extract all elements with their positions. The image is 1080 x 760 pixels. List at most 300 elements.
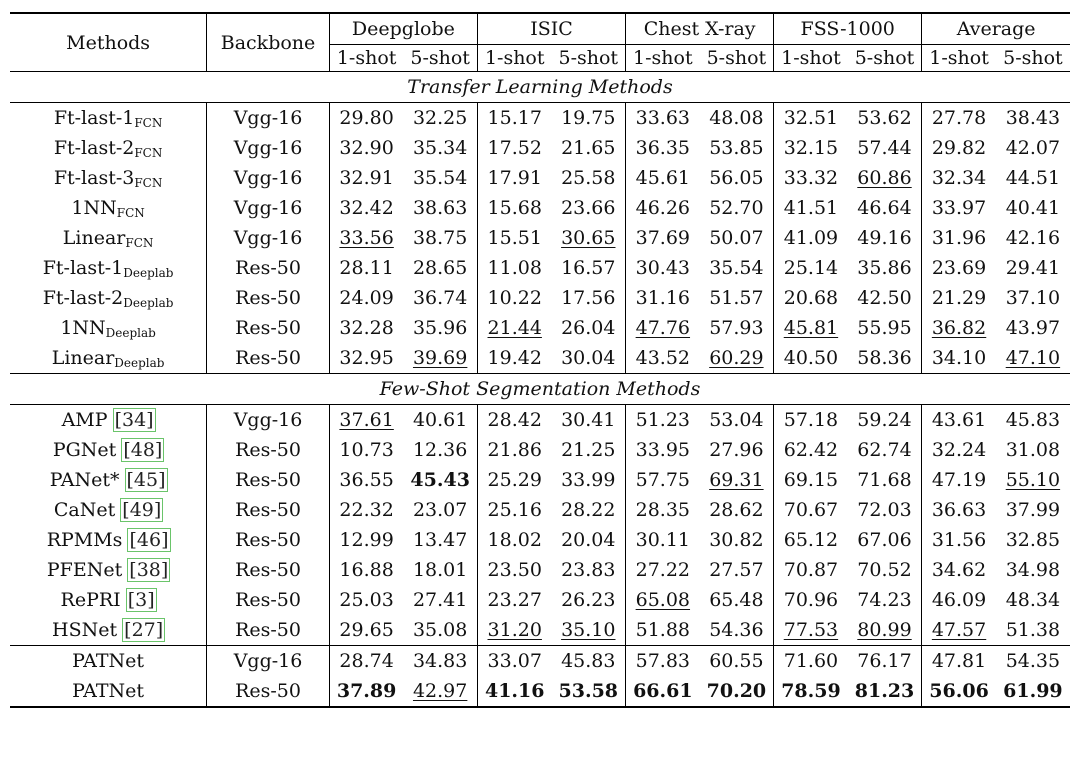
method-subscript: Deeplab	[105, 325, 156, 340]
value-text: 57.18	[783, 409, 839, 431]
value-cell	[329, 646, 403, 677]
header-methods: Methods	[10, 13, 207, 72]
value-text: 35.34	[412, 137, 468, 159]
value-text: 26.04	[561, 317, 616, 339]
value-cell	[329, 103, 403, 134]
value-cell	[774, 223, 848, 253]
value-text: 65.08	[635, 589, 691, 611]
value-text: 47.10	[1005, 347, 1061, 369]
value-text: 15.51	[487, 227, 542, 249]
backbone-cell: Res-50	[207, 615, 330, 646]
value-cell	[552, 555, 626, 585]
value-text: 23.66	[561, 197, 616, 219]
value-text: 28.42	[487, 409, 542, 431]
backbone-cell: Res-50	[207, 465, 330, 495]
table-row	[10, 103, 1070, 134]
value-text: 25.58	[561, 167, 616, 189]
value-text: 33.95	[635, 439, 691, 461]
value-cell	[626, 615, 700, 646]
value-cell	[700, 585, 774, 615]
citation-link[interactable]: [48]	[123, 439, 163, 461]
method-name: Ft-last-1	[42, 256, 124, 279]
value-text: 50.07	[709, 227, 764, 249]
value-text: 23.69	[931, 257, 987, 279]
value-cell	[477, 163, 551, 193]
value-cell	[552, 495, 626, 525]
backbone-cell: Vgg-16	[207, 133, 330, 163]
value-cell	[922, 193, 996, 223]
value-text: 29.80	[339, 107, 394, 129]
value-text: 38.43	[1005, 107, 1061, 129]
value-cell	[996, 223, 1070, 253]
table-row	[10, 283, 1070, 313]
value-cell	[626, 283, 700, 313]
value-text: 70.20	[706, 680, 767, 702]
value-cell	[996, 313, 1070, 343]
value-text: 33.32	[783, 167, 839, 189]
value-cell	[774, 525, 848, 555]
citation-link[interactable]: [34]	[114, 409, 154, 431]
method-name-cell	[10, 313, 207, 343]
value-cell	[477, 283, 551, 313]
value-text: 42.97	[412, 680, 468, 702]
value-cell	[922, 223, 996, 253]
value-text: 78.59	[781, 680, 841, 702]
value-text: 54.36	[709, 619, 764, 641]
value-cell	[626, 525, 700, 555]
value-cell	[996, 646, 1070, 677]
value-cell	[922, 163, 996, 193]
value-cell	[774, 343, 848, 374]
value-cell	[403, 646, 477, 677]
table-row	[10, 555, 1070, 585]
value-text: 32.95	[339, 347, 394, 369]
value-text: 60.86	[857, 167, 912, 189]
method-name: 1NN	[60, 316, 106, 339]
header-dataset-fss1000: FSS-1000	[774, 13, 922, 45]
value-cell	[329, 435, 403, 465]
method-name-cell	[10, 495, 207, 525]
header-shot: 5-shot	[403, 45, 477, 72]
value-cell	[403, 133, 477, 163]
value-cell	[922, 313, 996, 343]
value-text: 13.47	[412, 529, 468, 551]
backbone-cell: Res-50	[207, 283, 330, 313]
method-name: CaNet	[53, 499, 116, 521]
value-cell	[403, 193, 477, 223]
value-text: 32.91	[339, 167, 394, 189]
value-text: 80.99	[857, 619, 912, 641]
value-cell	[552, 133, 626, 163]
value-cell	[403, 585, 477, 615]
table-row	[10, 133, 1070, 163]
value-cell	[477, 313, 551, 343]
value-cell	[329, 283, 403, 313]
value-cell	[996, 103, 1070, 134]
value-text: 46.64	[857, 197, 912, 219]
value-cell	[626, 585, 700, 615]
method-name: AMP	[61, 409, 108, 431]
value-text: 15.17	[487, 107, 542, 129]
value-cell	[922, 405, 996, 436]
value-text: 37.89	[336, 680, 397, 702]
value-text: 69.31	[709, 469, 764, 491]
method-name: RePRI	[60, 589, 121, 611]
value-text: 32.24	[931, 439, 987, 461]
value-cell	[700, 163, 774, 193]
method-name: Ft-last-2	[42, 286, 124, 309]
value-text: 45.43	[410, 469, 470, 491]
value-cell	[329, 676, 403, 707]
value-text: 18.01	[412, 559, 468, 581]
value-text: 16.57	[561, 257, 616, 279]
value-text: 37.99	[1005, 499, 1061, 521]
value-cell	[774, 313, 848, 343]
value-cell	[477, 253, 551, 283]
value-text: 12.36	[412, 439, 468, 461]
method-name: HSNet	[52, 619, 118, 641]
header-backbone: Backbone	[207, 13, 330, 72]
value-text: 36.63	[931, 499, 987, 521]
value-text: 33.99	[561, 469, 616, 491]
value-text: 53.04	[709, 409, 764, 431]
value-text: 41.09	[783, 227, 839, 249]
results-table-container	[10, 12, 1070, 708]
value-text: 57.83	[635, 650, 691, 672]
value-text: 17.52	[487, 137, 542, 159]
method-name: PGNet	[52, 439, 117, 461]
value-cell	[403, 405, 477, 436]
citation-link[interactable]: [27]	[124, 619, 164, 641]
backbone-cell: Vgg-16	[207, 405, 330, 436]
value-text: 51.38	[1005, 619, 1061, 641]
method-name-cell	[10, 435, 207, 465]
value-cell	[996, 495, 1070, 525]
value-text: 34.62	[931, 559, 987, 581]
value-cell	[922, 555, 996, 585]
citation-link[interactable]: [45]	[126, 469, 166, 491]
value-cell	[700, 283, 774, 313]
value-text: 32.34	[931, 167, 987, 189]
value-cell	[626, 343, 700, 374]
value-text: 24.09	[339, 287, 394, 309]
backbone-cell: Res-50	[207, 435, 330, 465]
value-text: 21.86	[487, 439, 542, 461]
value-cell	[922, 133, 996, 163]
value-text: 45.83	[561, 650, 616, 672]
value-text: 30.65	[561, 227, 616, 249]
backbone-cell: Vgg-16	[207, 103, 330, 134]
backbone-cell: Vgg-16	[207, 163, 330, 193]
value-cell	[403, 676, 477, 707]
value-text: 36.74	[412, 287, 468, 309]
method-name: Ft-last-2	[53, 136, 135, 159]
value-cell	[626, 465, 700, 495]
method-subscript: Deeplab	[123, 265, 174, 280]
method-name-cell	[10, 555, 207, 585]
method-subscript: Deeplab	[114, 355, 165, 370]
value-text: 53.58	[558, 680, 619, 702]
value-text: 11.08	[487, 257, 542, 279]
header-dataset-isic: ISIC	[477, 13, 625, 45]
value-text: 47.57	[931, 619, 987, 641]
value-text: 32.85	[1005, 529, 1061, 551]
value-cell	[848, 435, 922, 465]
value-cell	[848, 555, 922, 585]
value-cell	[626, 676, 700, 707]
value-cell	[848, 585, 922, 615]
value-cell	[848, 465, 922, 495]
value-text: 33.63	[635, 107, 691, 129]
backbone-cell: Vgg-16	[207, 193, 330, 223]
value-text: 43.61	[931, 409, 987, 431]
value-cell	[329, 525, 403, 555]
value-text: 77.53	[783, 619, 839, 641]
value-text: 29.41	[1005, 257, 1061, 279]
section-title: Few-Shot Segmentation Methods	[10, 374, 1070, 405]
table-row	[10, 465, 1070, 495]
value-cell	[700, 676, 774, 707]
value-cell	[774, 555, 848, 585]
value-cell	[552, 163, 626, 193]
value-text: 23.27	[487, 589, 542, 611]
value-cell	[552, 405, 626, 436]
header-shot: 5-shot	[552, 45, 626, 72]
value-cell	[403, 253, 477, 283]
value-text: 32.25	[412, 107, 468, 129]
value-text: 54.35	[1005, 650, 1061, 672]
value-text: 57.93	[709, 317, 764, 339]
value-cell	[403, 615, 477, 646]
value-cell	[552, 615, 626, 646]
results-table	[10, 12, 1070, 708]
value-cell	[403, 465, 477, 495]
value-text: 33.97	[931, 197, 987, 219]
method-name-cell	[10, 133, 207, 163]
value-text: 48.08	[709, 107, 764, 129]
value-text: 27.57	[709, 559, 764, 581]
value-cell	[848, 253, 922, 283]
value-text: 30.41	[561, 409, 616, 431]
value-cell	[329, 615, 403, 646]
value-text: 30.04	[561, 347, 616, 369]
value-text: 70.96	[783, 589, 839, 611]
value-text: 60.55	[709, 650, 764, 672]
value-cell	[329, 465, 403, 495]
value-cell	[848, 525, 922, 555]
value-text: 21.29	[931, 287, 987, 309]
value-text: 56.05	[709, 167, 764, 189]
value-cell	[329, 223, 403, 253]
value-text: 35.54	[709, 257, 764, 279]
value-text: 15.68	[487, 197, 542, 219]
value-text: 37.10	[1005, 287, 1061, 309]
value-cell	[996, 193, 1070, 223]
value-cell	[477, 465, 551, 495]
method-subscript: Deeplab	[123, 295, 174, 310]
value-cell	[922, 343, 996, 374]
value-text: 35.08	[412, 619, 468, 641]
value-text: 40.41	[1005, 197, 1061, 219]
value-cell	[700, 465, 774, 495]
value-text: 47.81	[931, 650, 987, 672]
value-cell	[626, 313, 700, 343]
method-name-cell	[10, 465, 207, 495]
value-cell	[552, 465, 626, 495]
section-header	[10, 374, 1070, 405]
value-cell	[996, 405, 1070, 436]
value-text: 28.65	[412, 257, 468, 279]
value-text: 29.82	[931, 137, 987, 159]
value-text: 27.78	[931, 107, 987, 129]
value-text: 42.07	[1005, 137, 1061, 159]
value-cell	[329, 253, 403, 283]
method-name-cell	[10, 646, 207, 677]
value-text: 40.50	[783, 347, 839, 369]
value-text: 70.67	[783, 499, 839, 521]
value-cell	[848, 615, 922, 646]
value-cell	[774, 103, 848, 134]
value-cell	[774, 253, 848, 283]
value-cell	[848, 343, 922, 374]
citation-link[interactable]: [49]	[122, 499, 162, 521]
value-text: 32.90	[339, 137, 394, 159]
value-text: 71.60	[783, 650, 839, 672]
backbone-cell: Vgg-16	[207, 223, 330, 253]
method-name-cell	[10, 283, 207, 313]
value-text: 43.97	[1005, 317, 1061, 339]
value-text: 36.35	[635, 137, 691, 159]
value-text: 28.22	[561, 499, 616, 521]
value-text: 32.15	[783, 137, 839, 159]
value-cell	[403, 103, 477, 134]
value-text: 58.36	[857, 347, 912, 369]
value-cell	[700, 313, 774, 343]
value-cell	[626, 495, 700, 525]
value-cell	[329, 585, 403, 615]
value-text: 35.86	[857, 257, 912, 279]
value-cell	[774, 193, 848, 223]
method-name-cell	[10, 405, 207, 436]
value-cell	[552, 103, 626, 134]
value-cell	[700, 615, 774, 646]
value-cell	[700, 646, 774, 677]
value-text: 37.61	[339, 409, 394, 431]
value-text: 51.23	[635, 409, 691, 431]
value-cell	[848, 223, 922, 253]
value-text: 21.65	[561, 137, 616, 159]
backbone-cell: Res-50	[207, 313, 330, 343]
method-name: Ft-last-1	[53, 106, 135, 129]
value-cell	[626, 223, 700, 253]
value-cell	[329, 555, 403, 585]
value-text: 45.81	[783, 317, 839, 339]
value-text: 31.16	[635, 287, 691, 309]
value-cell	[700, 103, 774, 134]
method-name-cell	[10, 615, 207, 646]
value-text: 16.88	[339, 559, 394, 581]
value-cell	[552, 343, 626, 374]
value-text: 10.73	[339, 439, 394, 461]
value-cell	[848, 313, 922, 343]
header-shot: 5-shot	[848, 45, 922, 72]
method-name-cell	[10, 585, 207, 615]
citation-link[interactable]: [46]	[129, 529, 169, 551]
value-text: 35.96	[412, 317, 468, 339]
value-text: 27.22	[635, 559, 691, 581]
value-cell	[477, 133, 551, 163]
value-cell	[774, 435, 848, 465]
value-cell	[848, 676, 922, 707]
header-dataset-chest-xray: Chest X-ray	[626, 13, 774, 45]
value-text: 70.87	[783, 559, 839, 581]
value-cell	[329, 193, 403, 223]
value-cell	[996, 585, 1070, 615]
value-cell	[626, 253, 700, 283]
value-cell	[774, 163, 848, 193]
citation-link[interactable]: [38]	[129, 559, 169, 581]
method-subscript: FCN	[134, 115, 163, 130]
value-text: 46.09	[931, 589, 987, 611]
value-cell	[403, 555, 477, 585]
value-cell	[477, 555, 551, 585]
value-cell	[477, 343, 551, 374]
value-cell	[848, 283, 922, 313]
value-text: 20.68	[783, 287, 839, 309]
value-cell	[403, 283, 477, 313]
value-text: 30.82	[709, 529, 764, 551]
section-title: Transfer Learning Methods	[10, 72, 1070, 103]
value-cell	[774, 676, 848, 707]
value-text: 34.83	[412, 650, 468, 672]
value-text: 21.25	[561, 439, 616, 461]
value-cell	[922, 283, 996, 313]
value-text: 28.11	[339, 257, 394, 279]
value-text: 69.15	[783, 469, 839, 491]
value-cell	[774, 585, 848, 615]
value-text: 36.82	[931, 317, 987, 339]
value-cell	[552, 585, 626, 615]
value-text: 81.23	[854, 680, 915, 702]
method-name-cell	[10, 525, 207, 555]
table-row	[10, 495, 1070, 525]
value-text: 23.07	[412, 499, 468, 521]
value-cell	[774, 405, 848, 436]
value-text: 51.88	[635, 619, 691, 641]
value-text: 25.14	[783, 257, 839, 279]
value-text: 67.06	[857, 529, 912, 551]
value-text: 52.70	[709, 197, 764, 219]
value-cell	[552, 283, 626, 313]
value-cell	[329, 133, 403, 163]
value-cell	[552, 313, 626, 343]
value-cell	[848, 133, 922, 163]
value-text: 32.28	[339, 317, 394, 339]
value-cell	[552, 193, 626, 223]
value-cell	[700, 525, 774, 555]
value-text: 42.50	[857, 287, 912, 309]
value-cell	[922, 615, 996, 646]
citation-link[interactable]: [3]	[127, 589, 155, 611]
value-text: 76.17	[857, 650, 912, 672]
value-cell	[848, 646, 922, 677]
value-text: 39.69	[412, 347, 468, 369]
value-cell	[996, 676, 1070, 707]
value-cell	[626, 133, 700, 163]
value-text: 45.83	[1005, 409, 1061, 431]
value-cell	[477, 495, 551, 525]
method-name: Ft-last-3	[53, 166, 135, 189]
